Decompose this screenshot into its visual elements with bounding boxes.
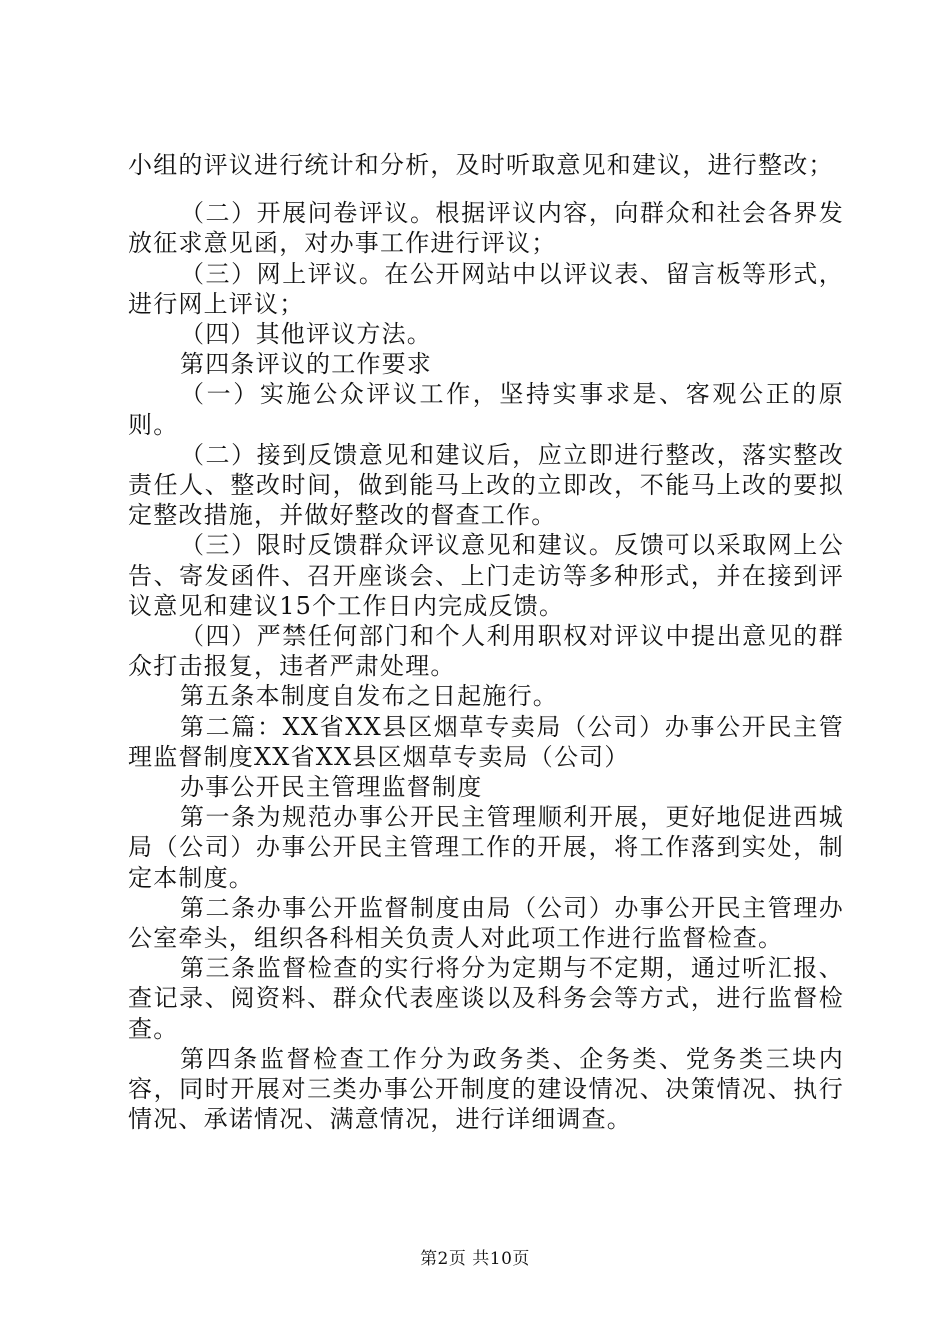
paragraph-continuation: 小组的评议进行统计和分析，及时听取意见和建议，进行整改；: [128, 151, 834, 179]
page-number: 第2页 共10页: [420, 1249, 530, 1269]
paragraph-other-methods: （四）其他评议方法。: [180, 320, 432, 349]
paragraph-article-1: 第一条为规范办事公开民主管理顺利开展，更好地促进西城局（公司）办事公开民主管理工作的开展，将工作落到实处，制定本制度。: [128, 803, 844, 892]
document-body: [128, 150, 844, 1135]
paragraph-requirement-3: （三）限时反馈群众评议意见和建议。反馈可以采取网上公告、寄发函件、召开座谈会、上门走访等多种形式，并在接到评议意见和建议15个工作日内完成反馈。: [128, 531, 844, 620]
paragraph-article-5: 第五条本制度自发布之日起施行。: [180, 682, 558, 711]
paragraph-requirement-4: （四）严禁任何部门和个人利用职权对评议中提出意见的群众打击报复，违者严肃处理。: [128, 622, 844, 681]
paragraph-online-review: （三）网上评议。在公开网站中以评议表、留言板等形式，进行网上评议；: [128, 259, 844, 318]
section-title-part-2: 第二篇：XX省XX县区烟草专卖局（公司）办事公开民主管理监督制度XX省XX县区烟草专卖局（公司）: [128, 712, 844, 771]
paragraph-questionnaire-review: （二）开展问卷评议。根据评议内容，向群众和社会各界发放征求意见函，对办事工作进行评议；: [128, 199, 844, 258]
paragraph-article-4: 第四条监督检查工作分为政务类、企务类、党务类三块内容，同时开展对三类办事公开制度的建设情况、决策情况、执行情况、承诺情况、满意情况，进行详细调查。: [128, 1044, 844, 1134]
paragraph-article-3: 第三条监督检查的实行将分为定期与不定期，通过听汇报、查记录、阅资料、群众代表座谈以及科务会等方式，进行监督检查。: [128, 954, 844, 1043]
heading-article-4: 第四条评议的工作要求: [180, 350, 432, 379]
paragraph-requirement-1: （一）实施公众评议工作，坚持实事求是、客观公正的原则。: [128, 380, 844, 439]
paragraph-requirement-2: （二）接到反馈意见和建议后，应立即进行整改，落实整改责任人、整改时间，做到能马上改的立即改，不能马上改的要拟定整改措施，并做好整改的督查工作。: [128, 440, 844, 530]
paragraph-article-2: 第二条办事公开监督制度由局（公司）办事公开民主管理办公室牵头，组织各科相关负责人对此项工作进行监督检查。: [128, 893, 844, 953]
section-subtitle: 办事公开民主管理监督制度: [180, 773, 483, 802]
